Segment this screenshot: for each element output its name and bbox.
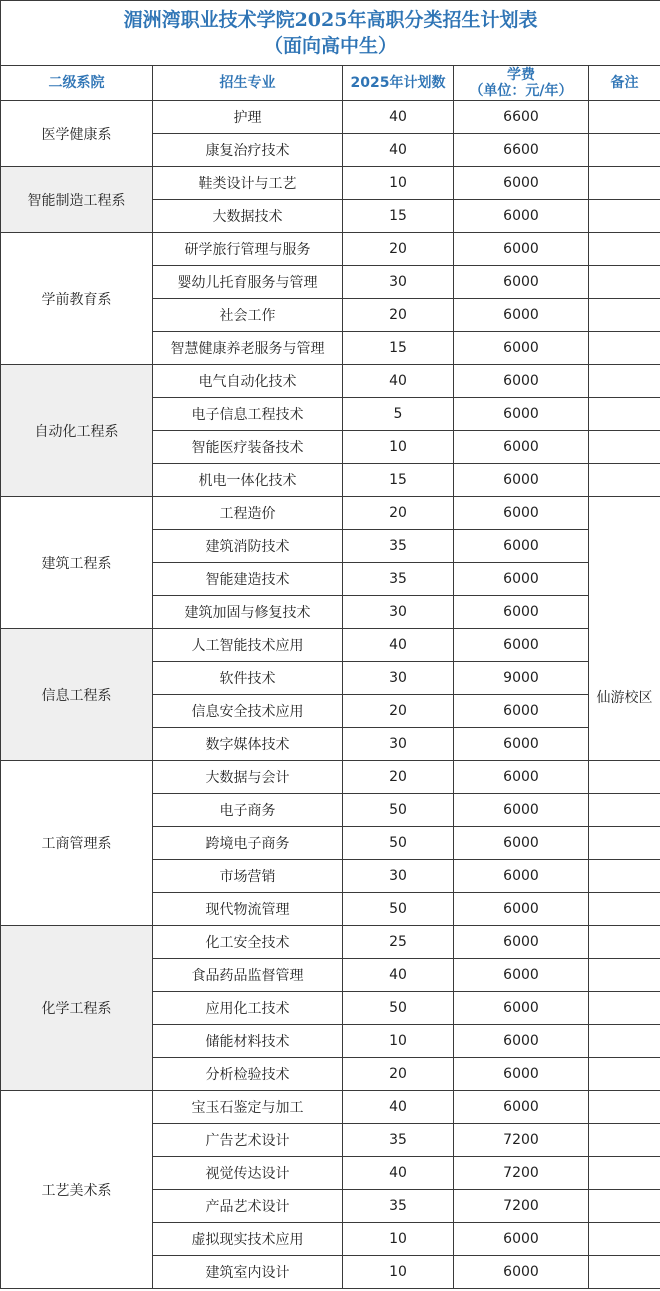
major-cell: 食品药品监督管理 <box>153 959 343 992</box>
fee-cell: 6000 <box>454 563 589 596</box>
fee-cell: 6000 <box>454 464 589 497</box>
table-row <box>1 167 660 200</box>
plan-cell: 5 <box>343 398 454 431</box>
fee-cell: 6000 <box>454 1256 589 1289</box>
note-cell <box>589 134 660 167</box>
note-cell <box>589 959 660 992</box>
note-cell <box>589 1124 660 1157</box>
fee-cell: 6000 <box>454 926 589 959</box>
plan-cell: 20 <box>343 497 454 530</box>
plan-cell: 40 <box>343 1157 454 1190</box>
fee-cell: 7200 <box>454 1190 589 1223</box>
note-cell <box>589 233 660 266</box>
major-cell: 跨境电子商务 <box>153 827 343 860</box>
plan-cell: 30 <box>343 662 454 695</box>
plan-cell: 35 <box>343 563 454 596</box>
note-cell <box>589 926 660 959</box>
note-cell <box>589 1025 660 1058</box>
note-cell <box>589 101 660 134</box>
plan-cell: 40 <box>343 959 454 992</box>
plan-cell: 35 <box>343 530 454 563</box>
major-cell: 机电一体化技术 <box>153 464 343 497</box>
note-cell <box>589 464 660 497</box>
fee-cell: 6000 <box>454 530 589 563</box>
plan-cell: 20 <box>343 233 454 266</box>
dept-cell: 工艺美术系 <box>1 1091 153 1289</box>
header-fee-line-2: （单位：元/年） <box>469 83 573 99</box>
dept-cell: 智能制造工程系 <box>1 167 153 233</box>
major-cell: 分析检验技术 <box>153 1058 343 1091</box>
plan-cell: 20 <box>343 695 454 728</box>
note-cell <box>589 860 660 893</box>
major-cell: 现代物流管理 <box>153 893 343 926</box>
plan-cell: 20 <box>343 761 454 794</box>
header-fee <box>454 66 589 101</box>
major-cell: 建筑室内设计 <box>153 1256 343 1289</box>
plan-cell: 40 <box>343 365 454 398</box>
major-cell: 虚拟现实技术应用 <box>153 1223 343 1256</box>
fee-cell: 6000 <box>454 431 589 464</box>
dept-cell: 信息工程系 <box>1 629 153 761</box>
fee-cell: 6000 <box>454 365 589 398</box>
fee-cell: 7200 <box>454 1124 589 1157</box>
plan-cell: 20 <box>343 1058 454 1091</box>
table-row <box>1 926 660 959</box>
note-cell <box>589 299 660 332</box>
fee-cell: 6000 <box>454 200 589 233</box>
major-cell: 广告艺术设计 <box>153 1124 343 1157</box>
note-cell <box>589 1157 660 1190</box>
title-line-1: 湄洲湾职业技术学院2025年高职分类招生计划表 <box>123 9 538 31</box>
table-row <box>1 1091 660 1124</box>
major-cell: 信息安全技术应用 <box>153 695 343 728</box>
plan-cell: 10 <box>343 431 454 464</box>
table-row <box>1 497 660 530</box>
title-line-2: （面向高中生） <box>264 35 398 57</box>
fee-cell: 6000 <box>454 860 589 893</box>
dept-cell: 建筑工程系 <box>1 497 153 629</box>
major-cell: 人工智能技术应用 <box>153 629 343 662</box>
fee-cell: 6000 <box>454 827 589 860</box>
fee-cell: 6000 <box>454 629 589 662</box>
fee-cell: 6000 <box>454 332 589 365</box>
major-cell: 电气自动化技术 <box>153 365 343 398</box>
note-cell <box>589 893 660 926</box>
major-cell: 鞋类设计与工艺 <box>153 167 343 200</box>
note-cell <box>589 1058 660 1091</box>
plan-cell: 40 <box>343 1091 454 1124</box>
major-cell: 工程造价 <box>153 497 343 530</box>
plan-cell: 30 <box>343 728 454 761</box>
plan-cell: 10 <box>343 1223 454 1256</box>
note-cell <box>589 827 660 860</box>
fee-cell: 6000 <box>454 398 589 431</box>
major-cell: 化工安全技术 <box>153 926 343 959</box>
major-cell: 康复治疗技术 <box>153 134 343 167</box>
dept-cell: 学前教育系 <box>1 233 153 365</box>
note-cell <box>589 332 660 365</box>
fee-cell: 6000 <box>454 233 589 266</box>
fee-cell: 6000 <box>454 959 589 992</box>
campus-note-cell <box>589 497 660 761</box>
fee-cell: 6000 <box>454 1223 589 1256</box>
major-cell: 软件技术 <box>153 662 343 695</box>
note-cell <box>589 266 660 299</box>
major-cell: 大数据与会计 <box>153 761 343 794</box>
note-cell <box>589 167 660 200</box>
plan-cell: 40 <box>343 629 454 662</box>
plan-cell: 50 <box>343 992 454 1025</box>
note-cell <box>589 365 660 398</box>
header-fee-line-1: 学费 <box>507 67 535 83</box>
fee-cell: 7200 <box>454 1157 589 1190</box>
fee-cell: 6000 <box>454 266 589 299</box>
table-body <box>1 101 660 1289</box>
fee-cell: 6600 <box>454 101 589 134</box>
fee-cell: 6000 <box>454 1091 589 1124</box>
note-cell <box>589 1223 660 1256</box>
fee-cell: 6000 <box>454 1058 589 1091</box>
major-cell: 研学旅行管理与服务 <box>153 233 343 266</box>
major-cell: 宝玉石鉴定与加工 <box>153 1091 343 1124</box>
plan-cell: 15 <box>343 464 454 497</box>
header-dept: 二级系院 <box>1 66 153 101</box>
note-cell <box>589 1091 660 1124</box>
major-cell: 智能建造技术 <box>153 563 343 596</box>
plan-cell: 30 <box>343 860 454 893</box>
plan-cell: 40 <box>343 134 454 167</box>
fee-cell: 6000 <box>454 992 589 1025</box>
fee-cell: 6000 <box>454 497 589 530</box>
plan-cell: 15 <box>343 200 454 233</box>
header-plan: 2025年计划数 <box>343 66 454 101</box>
plan-cell: 35 <box>343 1124 454 1157</box>
major-cell: 电子商务 <box>153 794 343 827</box>
note-cell <box>589 1190 660 1223</box>
dept-cell: 化学工程系 <box>1 926 153 1091</box>
note-cell <box>589 431 660 464</box>
note-cell <box>589 1256 660 1289</box>
plan-cell: 50 <box>343 893 454 926</box>
fee-cell: 6000 <box>454 299 589 332</box>
fee-cell: 6000 <box>454 695 589 728</box>
fee-cell: 6000 <box>454 728 589 761</box>
plan-cell: 35 <box>343 1190 454 1223</box>
table-row <box>1 233 660 266</box>
plan-cell: 30 <box>343 596 454 629</box>
header-note: 备注 <box>589 66 660 101</box>
table-row <box>1 101 660 134</box>
fee-cell: 6000 <box>454 794 589 827</box>
major-cell: 应用化工技术 <box>153 992 343 1025</box>
table-row <box>1 761 660 794</box>
major-cell: 智慧健康养老服务与管理 <box>153 332 343 365</box>
plan-cell: 10 <box>343 1256 454 1289</box>
note-cell <box>589 992 660 1025</box>
major-cell: 产品艺术设计 <box>153 1190 343 1223</box>
major-cell: 智能医疗装备技术 <box>153 431 343 464</box>
fee-cell: 6000 <box>454 1025 589 1058</box>
major-cell: 储能材料技术 <box>153 1025 343 1058</box>
plan-cell: 50 <box>343 794 454 827</box>
major-cell: 大数据技术 <box>153 200 343 233</box>
table-row <box>1 629 660 662</box>
plan-cell: 10 <box>343 167 454 200</box>
plan-cell: 15 <box>343 332 454 365</box>
note-cell <box>589 761 660 794</box>
plan-cell: 10 <box>343 1025 454 1058</box>
header-row <box>1 66 660 101</box>
header-major: 招生专业 <box>153 66 343 101</box>
major-cell: 建筑加固与修复技术 <box>153 596 343 629</box>
fee-cell: 6600 <box>454 134 589 167</box>
plan-cell: 25 <box>343 926 454 959</box>
note-cell <box>589 398 660 431</box>
note-cell <box>589 200 660 233</box>
fee-cell: 6000 <box>454 167 589 200</box>
major-cell: 市场营销 <box>153 860 343 893</box>
plan-cell: 30 <box>343 266 454 299</box>
note-cell <box>589 794 660 827</box>
fee-cell: 6000 <box>454 761 589 794</box>
major-cell: 护理 <box>153 101 343 134</box>
plan-cell: 50 <box>343 827 454 860</box>
table-title <box>1 1 660 66</box>
fee-cell: 6000 <box>454 596 589 629</box>
major-cell: 建筑消防技术 <box>153 530 343 563</box>
fee-cell: 6000 <box>454 893 589 926</box>
plan-cell: 40 <box>343 101 454 134</box>
major-cell: 电子信息工程技术 <box>153 398 343 431</box>
plan-cell: 20 <box>343 299 454 332</box>
dept-cell: 工商管理系 <box>1 761 153 926</box>
dept-cell: 医学健康系 <box>1 101 153 167</box>
major-cell: 婴幼儿托育服务与管理 <box>153 266 343 299</box>
table-row <box>1 365 660 398</box>
dept-cell: 自动化工程系 <box>1 365 153 497</box>
fee-cell: 9000 <box>454 662 589 695</box>
major-cell: 社会工作 <box>153 299 343 332</box>
major-cell: 数字媒体技术 <box>153 728 343 761</box>
major-cell: 视觉传达设计 <box>153 1157 343 1190</box>
campus-note-text: 仙游校区 <box>596 689 653 706</box>
